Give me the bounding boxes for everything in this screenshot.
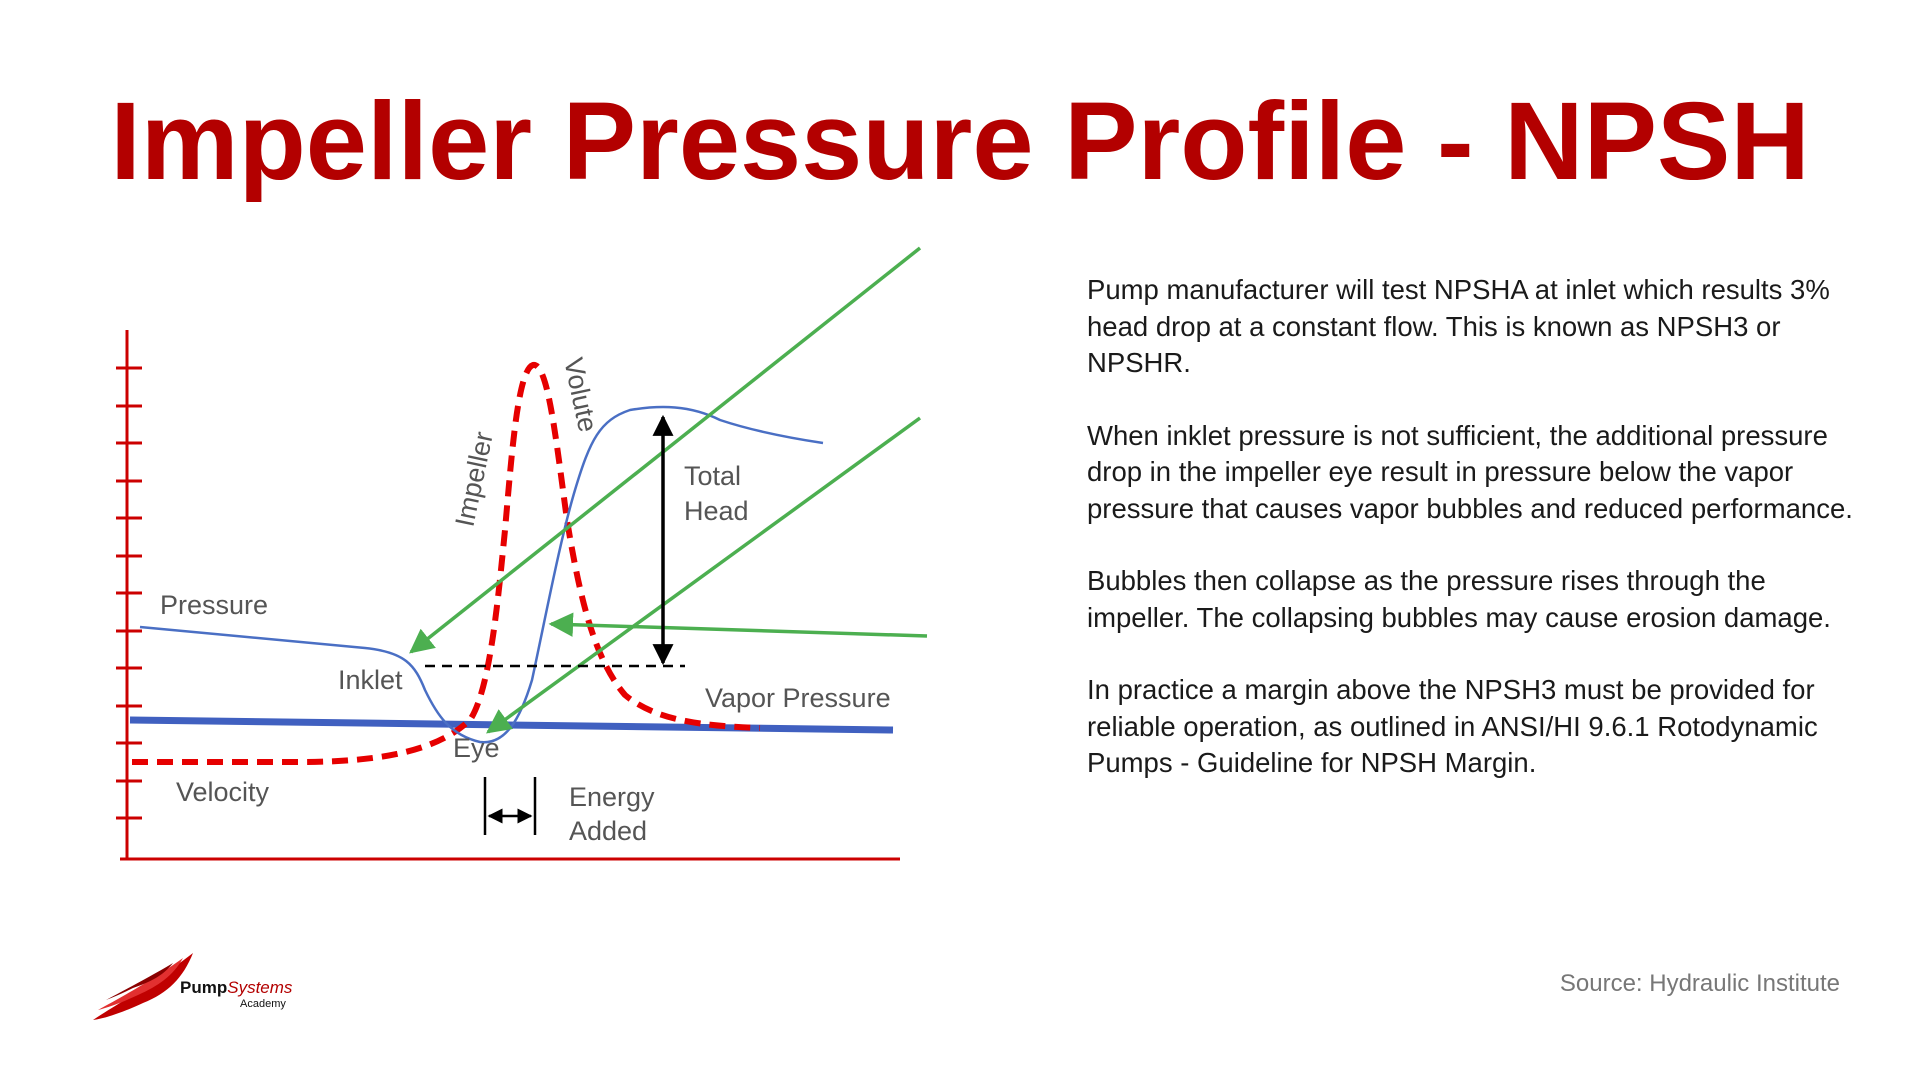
description-paragraph: Bubbles then collapse as the pressure rises through the impeller. The collapsing bubbles may cause erosion damage. — [1087, 565, 1831, 633]
source-credit: Source: Hydraulic Institute — [1559, 970, 1840, 997]
label-vapor-pressure: Vapor Pressure — [705, 683, 891, 713]
label-inklet: Inklet — [338, 665, 403, 695]
label-total-head-line2: Head — [684, 496, 749, 526]
label-energy-added-line1: Energy — [569, 782, 655, 812]
description-paragraph: In practice a margin above the NPSH3 must be provided for reliable operation, as outlined in ANSI/HI 9.6.1 Rotodynamic Pumps - Guideline for NPSH Margin. — [1087, 674, 1818, 778]
energy-added-dimension — [485, 777, 535, 835]
pump-systems-academy-logo — [88, 948, 348, 1028]
page-title: Impeller Pressure Profile - NPSH — [110, 80, 1810, 203]
label-impeller: Impeller — [449, 429, 499, 530]
logo-word-systems: Systems — [227, 978, 293, 997]
velocity-curve — [132, 365, 760, 762]
logo-word-pump: Pump — [180, 978, 228, 997]
description-paragraph: When inklet pressure is not sufficient, the additional pressure drop in the impeller eye result in pressure below the vapor pressure that causes vapor bubbles and reduced performance. — [1087, 419, 1853, 524]
label-volute: Volute — [558, 355, 604, 435]
label-pressure: Pressure — [160, 590, 269, 620]
label-velocity: Velocity — [176, 777, 270, 807]
logo-word-academy: Academy — [240, 998, 286, 1010]
label-energy-added-line2: Added — [569, 816, 648, 846]
y-axis-ticks — [116, 368, 142, 818]
description-panel — [1087, 272, 1867, 818]
logo-wordmark — [180, 978, 292, 998]
label-total-head-line1: Total — [684, 461, 742, 491]
green-arrow-impeller — [551, 624, 927, 636]
label-eye: Eye — [453, 733, 500, 763]
description-paragraph: Pump manufacturer will test NPSHA at inlet which results 3% head drop at a constant flow. This is known as NPSH3 or NPSHR. — [1087, 274, 1830, 378]
